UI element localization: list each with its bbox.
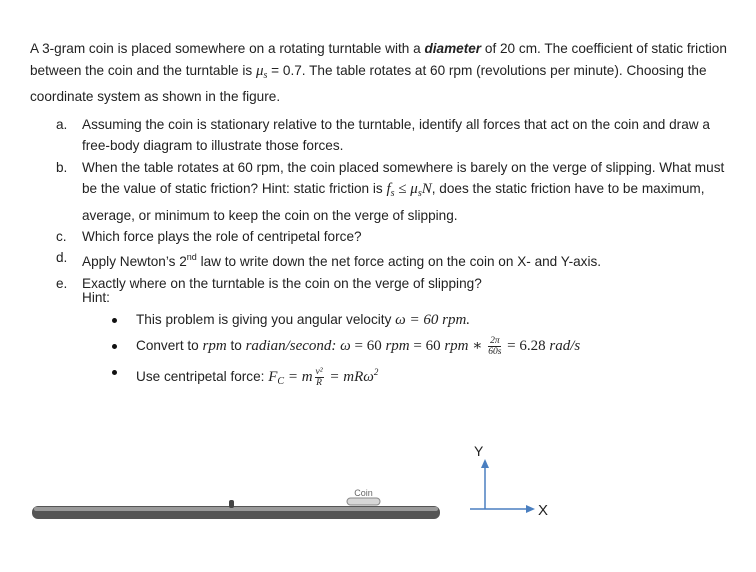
- question-label: e.: [56, 275, 68, 291]
- friction-inequality: $f_s \le \mu_sN$: [386, 181, 432, 200]
- hint-bullet-1: This problem is giving you angular velocity ω = 60 rpm.: [112, 309, 580, 335]
- question-text: Which force plays the role of centripetal force?: [82, 229, 362, 245]
- problem-intro: [30, 38, 730, 108]
- intro-text-3: = 0.7. The table rotates at 60 rpm (revolutions per minute). Choosing the coordinate system as shown in the figure.: [30, 62, 707, 104]
- bullet-dot: [112, 318, 117, 323]
- question-e: [56, 273, 736, 294]
- intro-emphasis-diameter: diameter: [424, 41, 482, 56]
- coin-shape: [347, 498, 380, 505]
- question-label: d.: [56, 250, 68, 266]
- intro-text-2: of 20 cm. The coefficient of static friction between the coin and the turntable is: [30, 41, 727, 78]
- question-text-cont: , does the static friction have to be maximum, average, or minimum to keep the coin on the verge of slipping.: [82, 181, 705, 223]
- x-axis-label: X: [538, 502, 549, 519]
- question-label: a.: [56, 117, 68, 132]
- hint-bullets: [112, 309, 580, 387]
- bullet-dot: [112, 370, 117, 375]
- angular-velocity: ω = 60 rpm.: [395, 312, 471, 328]
- spindle: [229, 500, 234, 508]
- intro-text-1: A 3-gram coin is placed somewhere on a rotating turntable with a: [30, 41, 425, 56]
- question-text: Exactly where on the turntable is the coin on the verge of slipping?: [82, 275, 482, 291]
- x-axis-arrow: [526, 505, 535, 513]
- question-list: [56, 114, 736, 294]
- turntable-figure: [0, 430, 756, 572]
- mu-symbol: $\mu_s$: [255, 62, 268, 81]
- coin-label: Coin: [354, 488, 373, 498]
- bullet-dot: [112, 344, 117, 349]
- coordinate-axes: [470, 443, 548, 519]
- question-text: When the table rotates at 60 rpm, the coin placed somewhere is barely on the verge of slipping. What must be the value of static friction? Hint: static friction is: [82, 159, 725, 197]
- question-label: c.: [56, 229, 67, 245]
- question-d: [56, 247, 736, 272]
- turntable-highlight: [34, 507, 438, 511]
- question-text: Assuming the coin is stationary relative to the turntable, identify all forces that act on the coin and draw a free-body diagram to illustrate those forces.: [82, 117, 710, 154]
- conversion-fraction: $\frac{2\pi}{60s}$: [488, 335, 502, 357]
- y-axis-label: Y: [474, 443, 484, 459]
- ordinal-suffix: nd: [186, 252, 197, 263]
- question-text-cont: law to write down the net force acting on the coin on X- and Y-axis.: [196, 254, 602, 270]
- question-b: [56, 157, 736, 226]
- hint-bullet-2: Convert to rpm to radian/second: ω = 60 rpm = 60 rpm ∗ $\frac{2\pi}{60s}$ = 6.28 rad/s: [112, 335, 580, 361]
- question-c: [56, 226, 736, 247]
- question-text: Apply Newton’s 2: [82, 254, 187, 270]
- centripetal-formula: $F_C = m$ $\frac{\text{v²}}{R}$ = mRω$^2$: [268, 367, 379, 389]
- hint-bullet-3: Use centripetal force: $F_C = m$ $\frac{\text{v²}}{R}$ = mRω$^2$: [112, 361, 580, 387]
- question-a: [56, 114, 736, 157]
- question-label: b.: [56, 159, 68, 175]
- coin: [347, 488, 380, 505]
- hint-label: Hint:: [82, 290, 110, 305]
- y-axis-arrow: [481, 459, 489, 468]
